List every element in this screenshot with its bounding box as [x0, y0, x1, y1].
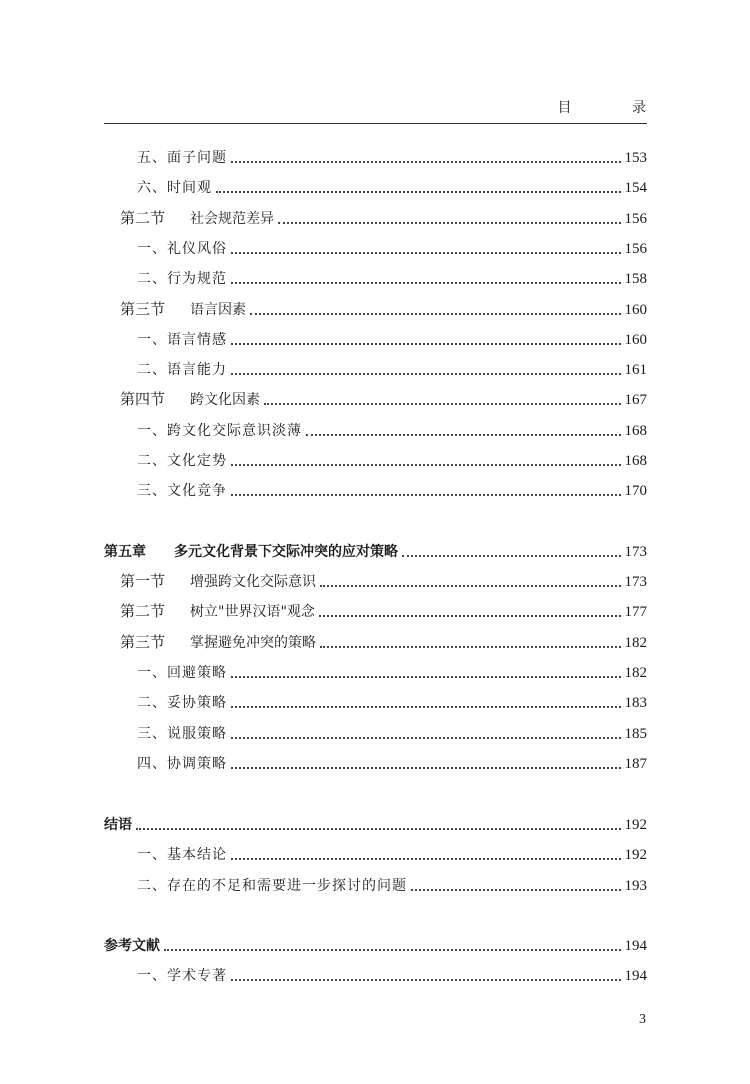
dot-leader	[231, 252, 621, 254]
dot-leader	[231, 282, 621, 284]
toc-chapter-label: 参考文献	[104, 938, 160, 954]
dot-leader	[278, 222, 621, 224]
toc-entry-page: 173	[624, 574, 647, 590]
toc-entry[interactable]	[104, 690, 647, 712]
dot-leader	[231, 767, 621, 769]
toc-chapter[interactable]	[104, 539, 647, 561]
toc-section[interactable]	[104, 630, 647, 652]
toc-section-label: 跨文化因素	[190, 392, 260, 408]
dot-leader	[306, 434, 621, 436]
section-number: 第四节	[120, 392, 166, 408]
dot-leader	[264, 403, 621, 405]
toc-entry-label: 二、语言能力	[137, 362, 227, 378]
dot-leader	[231, 464, 621, 466]
toc-entry[interactable]	[104, 236, 647, 258]
toc-entry-page: 193	[624, 878, 647, 894]
toc-entry[interactable]	[104, 327, 647, 349]
running-header-title: 目 录	[557, 100, 674, 116]
toc-section-label: 掌握避免冲突的策略	[190, 635, 316, 651]
toc-entry-page: 153	[624, 150, 647, 166]
toc-entry-label: 四、协调策略	[137, 756, 227, 772]
toc-entry-page: 194	[624, 938, 647, 954]
dot-leader	[164, 949, 621, 951]
toc-entry-page: 192	[624, 817, 647, 833]
toc-section[interactable]	[104, 297, 647, 319]
header-rule	[104, 123, 647, 124]
toc-section-label: 社会规范差异	[190, 211, 274, 227]
dot-leader	[411, 889, 621, 891]
toc-entry-label: 一、礼仪风俗	[137, 241, 227, 257]
section-number: 第三节	[120, 635, 166, 651]
toc-entry-page: 185	[624, 726, 647, 742]
toc-entry-page: 182	[624, 665, 647, 681]
toc-entry[interactable]	[104, 963, 647, 985]
toc-entry-page: 177	[624, 604, 647, 620]
toc-entry-label: 五、面子问题	[137, 150, 227, 166]
toc-section-label: 树立"世界汉语"观念	[190, 604, 315, 620]
toc-section-label: 语言因素	[190, 302, 246, 318]
toc-section[interactable]	[104, 387, 647, 409]
dot-leader	[319, 615, 621, 617]
toc-entry-label: 三、说服策略	[137, 726, 227, 742]
dot-leader	[402, 555, 621, 557]
toc-entry-page: 173	[624, 544, 647, 560]
chapter-number: 第五章	[104, 544, 146, 560]
toc-entry-label: 二、妥协策略	[137, 695, 227, 711]
toc-entry-label: 一、学术专著	[137, 968, 227, 984]
toc-entry-label: 一、回避策略	[137, 665, 227, 681]
toc-entry-label: 二、文化定势	[137, 453, 227, 469]
dot-leader	[320, 646, 621, 648]
dot-leader	[231, 979, 621, 981]
toc-entry[interactable]	[104, 448, 647, 470]
toc-chapter[interactable]	[104, 812, 647, 834]
toc-entry-label: 一、基本结论	[137, 847, 227, 863]
toc-entry-page: 161	[624, 362, 647, 378]
toc-entry-label: 一、跨文化交际意识淡薄	[137, 423, 302, 439]
toc-entry[interactable]	[104, 873, 647, 895]
toc-entry-page: 156	[624, 241, 647, 257]
toc-entry-page: 160	[624, 302, 647, 318]
page-number: 3	[639, 1012, 646, 1027]
toc-section[interactable]	[104, 206, 647, 228]
toc-entry-page: 160	[624, 332, 647, 348]
toc-entry-page: 170	[624, 483, 647, 499]
dot-leader	[231, 706, 621, 708]
dot-leader	[231, 373, 621, 375]
toc-chapter-label: 多元文化背景下交际冲突的应对策略	[174, 544, 398, 560]
toc-entry[interactable]	[104, 751, 647, 773]
toc-entry[interactable]	[104, 175, 647, 197]
toc-entry-page: 194	[624, 968, 647, 984]
toc-entry-page: 183	[624, 695, 647, 711]
toc-entry-page: 182	[624, 635, 647, 651]
dot-leader	[250, 313, 621, 315]
dot-leader	[231, 494, 621, 496]
section-number: 第二节	[120, 604, 166, 620]
dot-leader	[231, 343, 621, 345]
toc-entry[interactable]	[104, 357, 647, 379]
toc-entry-page: 187	[624, 756, 647, 772]
toc-entry-page: 156	[624, 211, 647, 227]
toc-entry-page: 192	[624, 847, 647, 863]
section-number: 第一节	[120, 574, 166, 590]
dot-leader	[231, 858, 621, 860]
toc-entry-page: 168	[624, 423, 647, 439]
dot-leader	[216, 191, 621, 193]
toc-entry-page: 167	[624, 392, 647, 408]
toc-entry[interactable]	[104, 478, 647, 500]
dot-leader	[231, 676, 621, 678]
toc-entry[interactable]	[104, 842, 647, 864]
section-number: 第二节	[120, 211, 166, 227]
toc-section[interactable]	[104, 569, 647, 591]
dot-leader	[231, 161, 621, 163]
dot-leader	[136, 828, 621, 830]
toc-entry[interactable]	[104, 660, 647, 682]
toc-entry[interactable]	[104, 721, 647, 743]
toc-entry[interactable]	[104, 266, 647, 288]
toc-chapter-label: 结语	[104, 817, 132, 833]
toc-chapter[interactable]	[104, 933, 647, 955]
toc-entry[interactable]	[104, 418, 647, 440]
toc-entry-label: 六、时间观	[137, 180, 212, 196]
toc-entry[interactable]	[104, 145, 647, 167]
dot-leader	[231, 737, 621, 739]
toc-entry-page: 168	[624, 453, 647, 469]
toc-entry-label: 二、存在的不足和需要进一步探讨的问题	[137, 878, 407, 894]
toc-entry-page: 158	[624, 271, 647, 287]
toc-entry-label: 一、语言情感	[137, 332, 227, 348]
toc-section-label: 增强跨文化交际意识	[190, 574, 316, 590]
toc-section[interactable]	[104, 599, 647, 621]
toc-entry-label: 二、行为规范	[137, 271, 227, 287]
dot-leader	[320, 585, 621, 587]
toc-entry-label: 三、文化竞争	[137, 483, 227, 499]
section-number: 第三节	[120, 302, 166, 318]
toc-entry-page: 154	[624, 180, 647, 196]
